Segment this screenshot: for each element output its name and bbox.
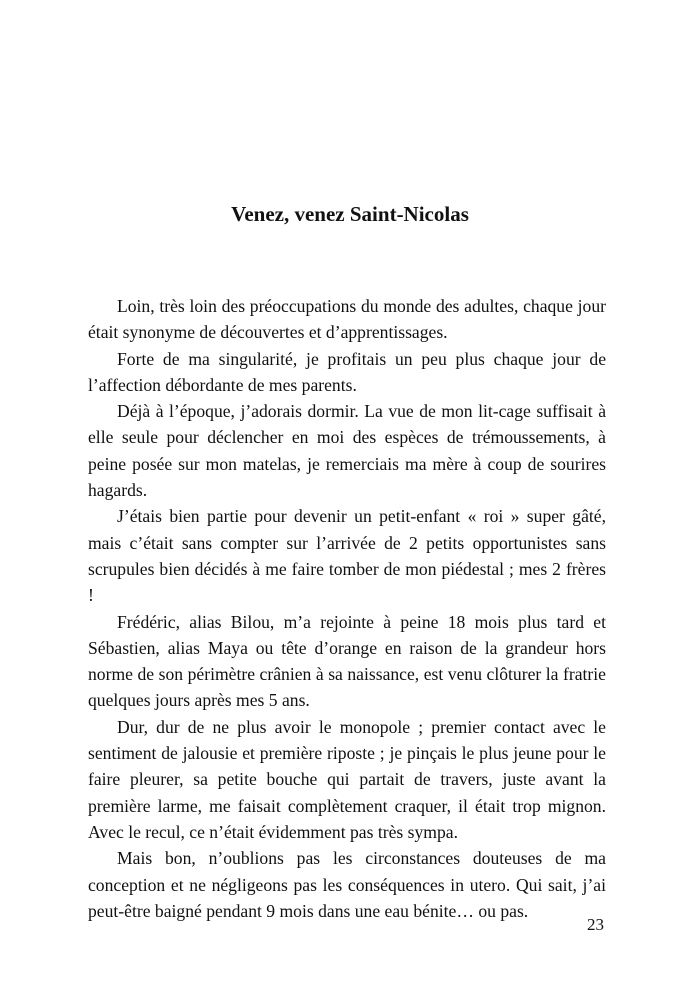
paragraph: Loin, très loin des préoccupations du monde des adultes, chaque jour était synonyme de découvertes et d’apprentissages. — [88, 296, 606, 343]
page-number: 23 — [587, 915, 604, 934]
chapter-title: Venez, venez Saint-Nicolas — [231, 202, 469, 226]
paragraph: J’étais bien partie pour devenir un petit-enfant « roi » super gâté, mais c’était sans compter sur l’arrivée de 2 petits opportunistes sans scrupules bien décidés à me faire tomber de mon piédestal ; mes 2 frères ! — [88, 506, 606, 606]
chapter-body — [88, 293, 606, 924]
paragraph: Dur, dur de ne plus avoir le monopole ; premier contact avec le sentiment de jalousie et première riposte ; je pinçais le plus jeune pour le faire pleurer, sa petite bouche qui partait de travers, juste avant la première larme, me faisait complètement craquer, il était trop mignon. Avec le recul, ce n’était évidemment pas très sympa. — [88, 716, 606, 842]
paragraph: Frédéric, alias Bilou, m’a rejointe à peine 18 mois plus tard et Sébastien, alias Maya ou tête d’orange en raison de la grandeur hors norme de son périmètre crânien à sa naissance, est venu clôturer la fratrie quelques jours après mes 5 ans. — [88, 611, 606, 711]
paragraph: Mais bon, n’oublions pas les circonstances douteuses de ma conception et ne négligeons pas les conséquences in utero. Qui sait, j’ai peut-être baigné pendant 9 mois dans une eau bénite… ou pas. — [88, 848, 606, 921]
paragraph: Déjà à l’époque, j’adorais dormir. La vue de mon lit-cage suffisait à elle seule pour déclencher en moi des espèces de trémoussements, à peine posée sur mon matelas, je remerciais ma mère à coup de sourires hagards. — [88, 401, 606, 501]
paragraph: Forte de ma singularité, je profitais un peu plus chaque jour de l’affection débordante de mes parents. — [88, 348, 606, 395]
